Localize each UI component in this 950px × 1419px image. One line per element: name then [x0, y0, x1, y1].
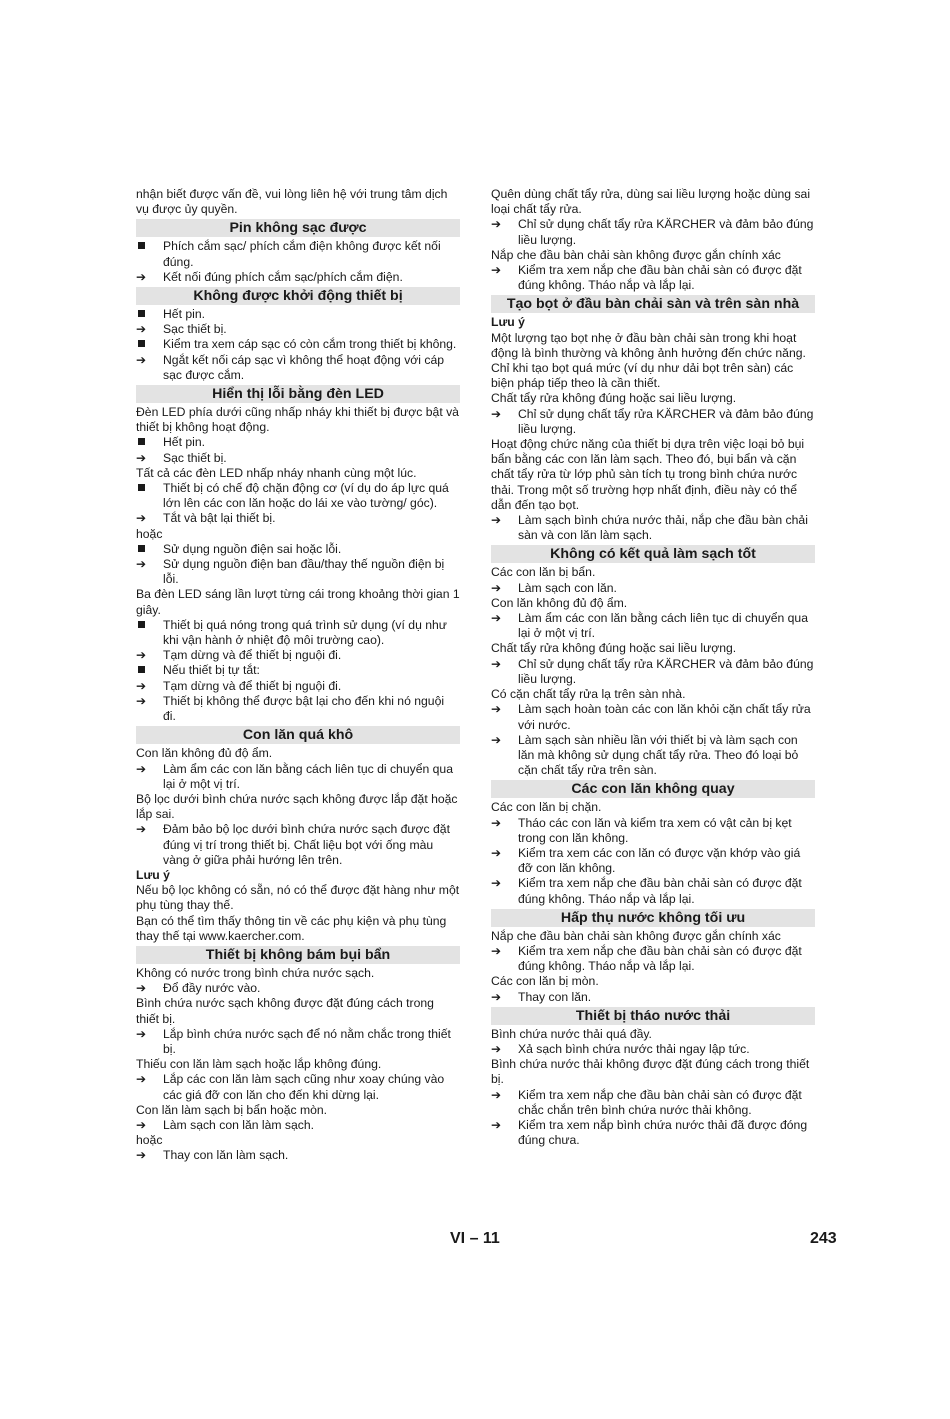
item-text: Kiểm tra xem cáp sạc có còn cắm trong thiết bị không. [163, 337, 457, 352]
cause-item [136, 542, 460, 557]
paragraph: Thiếu con lăn làm sạch hoặc lắp không đúng. [136, 1057, 382, 1072]
arrow-right-icon [136, 353, 156, 368]
paragraph: hoặc [136, 526, 163, 541]
item-text: Hết pin. [163, 307, 206, 322]
remedy-item [136, 557, 460, 587]
cause-item [136, 239, 460, 269]
cause-item [136, 435, 460, 450]
remedy-item [136, 762, 460, 792]
remedy-item [491, 657, 815, 687]
paragraph: Chất tẩy rửa không đúng hoặc sai liều lượng. [491, 641, 737, 656]
cause-item [136, 663, 460, 678]
remedy-item [136, 981, 460, 996]
remedy-item [136, 822, 460, 868]
item-text: Tháo các con lăn và kiểm tra xem có vật cản bị kẹt trong con lăn không. [518, 815, 792, 845]
square-bullet-icon [136, 337, 156, 352]
paragraph: Ba đèn LED sáng lần lượt từng cái trong khoảng thời gian 1 giây. [136, 587, 460, 617]
item-text: Xả sạch bình chứa nước thải ngay lập tức. [518, 1041, 750, 1056]
cause-item [136, 618, 460, 648]
paragraph: Bình chứa nước thải quá đầy. [491, 1026, 652, 1041]
remedy-item [491, 876, 815, 906]
paragraph: Đèn LED phía dưới cũng nhấp nháy khi thiết bị được bật và thiết bị không hoạt động. [136, 405, 459, 435]
remedy-item [136, 511, 460, 526]
paragraph: Bình chứa nước thải không được đặt đúng cách trong thiết bị. [491, 1057, 810, 1087]
remedy-item [491, 733, 815, 779]
item-text: Sử dụng nguồn điện sai hoặc lỗi. [163, 541, 342, 556]
paragraph: Con lăn không đủ độ ẩm. [491, 595, 628, 610]
section-heading: Hiển thị lỗi bằng đèn LED [136, 385, 460, 403]
paragraph: Tất cả các đèn LED nhấp nháy nhanh cùng một lúc. [136, 465, 417, 480]
remedy-item [136, 1027, 460, 1057]
arrow-right-icon [136, 322, 156, 337]
item-text: Đảm bảo bộ lọc dưới bình chứa nước sạch được đặt đúng vị trí trong thiết bị. Chất liệu bọt với ống màu vàng ở giữa phải hướng lên trên. [163, 822, 450, 867]
square-bullet-icon [136, 663, 156, 678]
item-text: Chỉ sử dụng chất tẩy rửa KÄRCHER và đảm bảo đúng liều lượng. [518, 406, 814, 436]
arrow-right-icon [491, 733, 511, 748]
paragraph: Các con lăn bị bẩn. [491, 565, 596, 580]
footer-page-number: 243 [810, 1230, 837, 1247]
item-text: Kiểm tra xem các con lăn có được vặn khớp vào giá đỡ con lăn không. [518, 845, 801, 876]
item-text: Làm ẩm các con lăn bằng cách liên tục di chuyển qua lại ở một vị trí. [163, 761, 453, 791]
square-bullet-icon [136, 618, 156, 633]
section-heading: Pin không sạc được [136, 219, 460, 237]
item-text: Thiết bị không thể được bật lại cho đến khi nó nguội đi. [163, 693, 445, 724]
item-text: Làm sạch con lăn. [518, 580, 617, 595]
paragraph: Bình chứa nước sạch không được đặt đúng cách trong thiết bị. [136, 996, 434, 1026]
square-bullet-icon [136, 435, 156, 450]
item-text: Kiểm tra xem nắp che đầu bàn chải sàn có được đặt đúng không. Tháo nắp và lắp lại. [518, 943, 802, 974]
remedy-item [136, 1148, 460, 1163]
remedy-item [136, 1072, 460, 1102]
remedy-item [491, 611, 815, 641]
paragraph: Nắp che đầu bàn chải sàn không được gắn chính xác [491, 247, 781, 262]
item-text: Sạc thiết bị. [163, 322, 227, 337]
paragraph: Hoạt động chức năng của thiết bị dựa trên việc loại bỏ bụi bẩn bằng các con lăn làm sạch. Theo đó, bụi bẩn và cặn chất tẩy rửa từ lớp phủ sàn tích tụ trong bình chứa nước thải. Trong một số trường hợp nhất định, điều này có thể dẫn đến tạo bọt. [491, 437, 805, 512]
item-text: Làm ẩm các con lăn bằng cách liên tục di chuyển qua lại ở một vị trí. [518, 611, 808, 641]
arrow-right-icon [136, 694, 156, 709]
remedy-item [136, 648, 460, 663]
item-text: Làm sạch sàn nhiều lần với thiết bị và làm sạch con lăn mà không sử dụng chất tẩy rửa. Theo đó loại bỏ cặn chất tẩy rửa trên sàn. [518, 732, 799, 778]
arrow-right-icon [491, 816, 511, 831]
arrow-right-icon [136, 557, 156, 572]
item-text: Chỉ sử dụng chất tẩy rửa KÄRCHER và đảm bảo đúng liều lượng. [518, 217, 814, 247]
arrow-right-icon [136, 451, 156, 466]
cause-item [136, 481, 460, 511]
item-text: Hết pin. [163, 435, 206, 450]
arrow-right-icon [491, 407, 511, 422]
item-text: Tạm dừng và để thiết bị nguội đi. [163, 678, 342, 693]
remedy-item [491, 702, 815, 732]
item-text: Kết nối đúng phích cắm sạc/phích cắm điện. [163, 269, 403, 284]
remedy-item [491, 1042, 815, 1057]
remedy-item [136, 1118, 460, 1133]
arrow-right-icon [136, 1027, 156, 1042]
item-text: Thiết bị quá nóng trong quá trình sử dụng (ví dụ như khi vận hành ở nhiệt độ môi trường cao). [163, 617, 447, 648]
item-text: Thay con lăn làm sạch. [163, 1148, 289, 1163]
paragraph: Bạn có thể tìm thấy thông tin về các phụ kiện và phụ tùng thay thế tại www.kaercher.com. [136, 913, 447, 943]
paragraph: Chất tẩy rửa không đúng hoặc sai liều lượng. [491, 391, 737, 406]
arrow-right-icon [491, 702, 511, 717]
item-text: Kiểm tra xem nắp che đầu bàn chải sàn có được đặt đúng không. Tháo nắp và lắp lại. [518, 263, 802, 293]
section-heading: Con lăn quá khô [136, 726, 460, 744]
square-bullet-icon [136, 542, 156, 557]
remedy-item [136, 353, 460, 383]
section-heading: Không được khởi động thiết bị [136, 287, 460, 305]
section-heading: Tạo bọt ở đầu bàn chải sàn và trên sàn nhà [491, 295, 815, 313]
item-text: Đổ đầy nước vào. [163, 981, 261, 996]
arrow-right-icon [136, 1118, 156, 1133]
note-label: Lưu ý [491, 315, 525, 330]
item-text: Làm sạch hoàn toàn các con lăn khỏi cặn chất tẩy rửa với nước. [518, 702, 811, 732]
remedy-item [491, 581, 815, 596]
remedy-item [136, 451, 460, 466]
arrow-right-icon [491, 581, 511, 596]
arrow-right-icon [491, 1088, 511, 1103]
arrow-right-icon [136, 1072, 156, 1087]
left-column [136, 187, 460, 1164]
section-heading: Thiết bị tháo nước thải [491, 1007, 815, 1025]
item-text: Lắp bình chứa nước sạch để nó nằm chắc trong thiết bị. [163, 1026, 451, 1056]
arrow-right-icon [491, 1118, 511, 1133]
arrow-right-icon [491, 657, 511, 672]
paragraph: Có cặn chất tẩy rửa lạ trên sàn nhà. [491, 687, 686, 702]
cause-item [136, 337, 460, 352]
paragraph: Không có nước trong bình chứa nước sạch. [136, 965, 375, 980]
remedy-item [491, 990, 815, 1005]
item-text: Ngắt kết nối cáp sạc vì không thể hoạt động với cáp sạc được cắm. [163, 352, 445, 382]
arrow-right-icon [136, 981, 156, 996]
remedy-item [136, 270, 460, 285]
paragraph: Quên dùng chất tẩy rửa, dùng sai liều lượng hoặc dùng sai loại chất tẩy rửa. [491, 187, 811, 217]
section-heading: Thiết bị không bám bụi bẩn [136, 946, 460, 964]
arrow-right-icon [491, 944, 511, 959]
remedy-item [491, 1088, 815, 1118]
remedy-item [491, 407, 815, 437]
arrow-right-icon [491, 990, 511, 1005]
paragraph: Con lăn không đủ độ ẩm. [136, 746, 273, 761]
section-heading: Hấp thụ nước không tối ưu [491, 909, 815, 927]
remedy-item [491, 944, 815, 974]
paragraph: Nếu bộ lọc không có sẵn, nó có thể được đặt hàng như một phụ tùng thay thế. [136, 883, 460, 913]
paragraph: Nắp che đầu bàn chải sàn không được gắn chính xác [491, 928, 781, 943]
cause-item [136, 307, 460, 322]
note-label: Lưu ý [136, 867, 170, 882]
remedy-item [491, 263, 815, 293]
arrow-right-icon [491, 876, 511, 891]
arrow-right-icon [136, 679, 156, 694]
item-text: Làm sạch bình chứa nước thải, nắp che đầu bàn chải sàn và con lăn làm sạch. [518, 513, 808, 543]
remedy-item [136, 322, 460, 337]
square-bullet-icon [136, 481, 156, 496]
arrow-right-icon [136, 648, 156, 663]
arrow-right-icon [136, 270, 156, 285]
item-text: Sạc thiết bị. [163, 450, 227, 465]
item-text: Sử dụng nguồn điện ban đầu/thay thế nguồn điện bị lỗi. [163, 557, 445, 587]
arrow-right-icon [491, 611, 511, 626]
paragraph: Các con lăn bị mòn. [491, 974, 599, 989]
item-text: Kiểm tra xem nắp che đầu bàn chải sàn có được đặt đúng không. Tháo nắp và lắp lại. [518, 876, 802, 906]
item-text: Tạm dừng và để thiết bị nguội đi. [163, 648, 342, 663]
square-bullet-icon [136, 239, 156, 254]
item-text: Kiểm tra xem nắp bình chứa nước thải đã được đóng đúng chưa. [518, 1117, 808, 1148]
arrow-right-icon [136, 1148, 156, 1163]
arrow-right-icon [491, 263, 511, 278]
paragraph: Các con lăn bị chặn. [491, 800, 602, 815]
item-text: Làm sạch con lăn làm sạch. [163, 1117, 315, 1132]
item-text: Chỉ sử dụng chất tẩy rửa KÄRCHER và đảm bảo đúng liều lượng. [518, 656, 814, 686]
paragraph: Con lăn làm sạch bị bẩn hoặc mòn. [136, 1102, 328, 1117]
footer-section-label: VI – 11 [450, 1230, 500, 1247]
right-column [491, 187, 815, 1148]
item-text: Kiểm tra xem nắp che đầu bàn chải sàn có được đặt chắc chắn trên bình chứa nước thải không. [518, 1087, 802, 1117]
arrow-right-icon [491, 1042, 511, 1057]
arrow-right-icon [491, 846, 511, 861]
item-text: Lắp các con lăn làm sạch cũng như xoay chúng vào các giá đỡ con lăn cho đến khi dừng lại. [163, 1072, 445, 1102]
square-bullet-icon [136, 307, 156, 322]
arrow-right-icon [491, 513, 511, 528]
remedy-item [491, 816, 815, 846]
paragraph: Một lượng tạo bọt nhẹ ở đầu bàn chải sàn trong khi hoạt động là bình thường và không ảnh hưởng đến chức năng. Chỉ khi tạo bọt quá mức (ví dụ như dải bọt trên sàn) các biện pháp tiếp theo là cần thiết. [491, 330, 806, 391]
remedy-item [491, 846, 815, 876]
item-text: Tắt và bật lại thiết bị. [163, 511, 276, 526]
paragraph: hoặc [136, 1133, 163, 1148]
arrow-right-icon [136, 822, 156, 837]
remedy-item [136, 694, 460, 724]
remedy-item [491, 217, 815, 247]
section-heading: Các con lăn không quay [491, 780, 815, 798]
section-heading: Không có kết quả làm sạch tốt [491, 545, 815, 563]
remedy-item [491, 1118, 815, 1148]
arrow-right-icon [136, 511, 156, 526]
remedy-item [491, 513, 815, 543]
arrow-right-icon [136, 762, 156, 777]
item-text: Phích cắm sạc/ phích cắm điện không được kết nối đúng. [163, 239, 441, 269]
remedy-item [136, 679, 460, 694]
item-text: Nếu thiết bị tự tắt: [163, 663, 260, 678]
paragraph: nhận biết được vấn đề, vui lòng liên hệ với trung tâm dịch vụ được ủy quyền. [136, 187, 448, 217]
arrow-right-icon [491, 217, 511, 232]
item-text: Thay con lăn. [518, 989, 592, 1004]
item-text: Thiết bị có chế độ chặn động cơ (ví dụ do áp lực quá lớn lên các con lăn hoặc do lái xe vào tường/ góc). [163, 481, 449, 511]
paragraph: Bộ lọc dưới bình chứa nước sạch không được lắp đặt hoặc lắp sai. [136, 791, 458, 822]
